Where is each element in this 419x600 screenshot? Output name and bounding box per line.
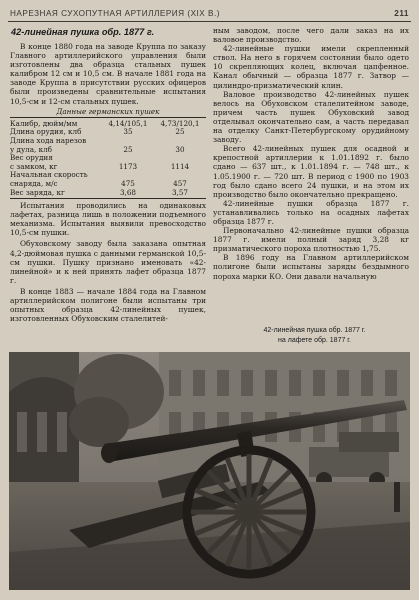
- spec-table-cell: 3,57: [171, 187, 188, 197]
- photo-caption-line-1: 42-линейная пушка обр. 1877 г.: [263, 327, 366, 334]
- spec-table-caption: Данные германских пушек: [56, 106, 160, 116]
- spec-table-cell: 4,14/105,1: [108, 118, 148, 128]
- page-number: 211: [394, 9, 409, 18]
- cannon-wheel: [187, 450, 311, 574]
- right-paragraph-1: 42-линейные пушки имели скрепленный ствол. На него в горячем состоянии было одето 10 скрепляющих колец, включая цапфенное. Канал обычный — образца 1877 г. Затвор — цилиндро-призматический клин.: [213, 44, 409, 90]
- left-paragraph-3: Обуховскому заводу была заказана опытная 4,2-дюймовая пушка с данными германской 10,5-см пушки. Пушку признано именовать «42-линейной» и к ней принять лафет образца 1877 г.: [10, 239, 206, 285]
- left-paragraph-2: Испытания проводились на одинаковых лафетах, разница лишь в положении подъемного механизма. Испытания выявили превосходство 10,5-см пушки.: [10, 201, 206, 238]
- spec-table-top-rule: [10, 117, 206, 118]
- spec-table-cell: с замком, кг: [10, 161, 58, 171]
- spec-table: [10, 120, 206, 197]
- spec-table-cell: 35: [123, 127, 133, 137]
- spec-table-cell: 4,73/120,1: [160, 118, 200, 128]
- right-paragraph-6: В 1896 году на Главном артиллерийском полигоне были испытаны заряды бездымного пороха марки КО. Они давали начальную: [213, 253, 409, 281]
- spec-table-cell: 25: [123, 144, 133, 154]
- photo-caption-line-2: на лафете обр. 1877 г.: [278, 337, 351, 344]
- spec-table-cell: Вес орудия: [10, 153, 53, 163]
- spec-table-cell: Длина хода нарезов: [10, 135, 87, 145]
- running-title: НАРЕЗНАЯ СУХОПУТНАЯ АРТИЛЛЕРИЯ (XIX В.): [10, 9, 221, 18]
- left-paragraph-4: В конце 1883 — начале 1884 года на Главном артиллерийском полигоне были испытаны три опытных образца 42-линейных пушек, изготовленных Обуховским сталелитей-: [10, 286, 206, 324]
- spec-table-cell: 25: [175, 127, 185, 137]
- spec-table-row: [10, 189, 206, 198]
- section-title: 42-линейная пушка обр. 1877 г.: [11, 27, 155, 37]
- spec-table-cell: у дула, клб: [10, 144, 52, 154]
- spec-table-cell: 475: [121, 178, 135, 188]
- cannon-photograph: [9, 352, 410, 590]
- running-header: [10, 9, 409, 21]
- spec-table-cell: 30: [175, 144, 185, 154]
- header-rule: [8, 21, 411, 22]
- spec-table-cell: 1173: [118, 161, 138, 171]
- spec-table-bottom-rule: [10, 198, 206, 199]
- right-paragraph-3: Всего 42-линейных пушек для осадной и крепостной артиллерии к 1.01.1892 г. было сдано — 637 шт., к 1.01.1894 г. — 748 шт., к 1.05.1900 г. — 720 шт. В период с 1900 по 1903 год было сдано всего 24 пушки, и на этом их производство было окончательно прекращено.: [213, 144, 409, 199]
- right-paragraph-2: Валовое производство 42-линейных пушек велось на Обуховском сталелитейном заводе, причем часть пушек Обуховский завод отделывал окончательно сам, а часть передавал на отделку Санкт-Петербургскому орудийному заводу.: [213, 89, 409, 145]
- right-paragraph-5: Первоначально 42-линейные пушки образца 1877 г. имели полный заряд 3,28 кг призматического пороха плотностью 1,75.: [213, 226, 409, 254]
- right-paragraph-4: 42-линейные пушки образца 1877 г. устанавливались только на осадных лафетах образца 1877 г.: [213, 198, 409, 226]
- left-paragraph-1: В конце 1880 года на заводе Круппа по заказу Главного артиллерийского управления были изготовлены два образца стальных пушек калибром 12 см и 10,5 см. В начале 1881 года на заводе Круппа в присутствии русских офицеров были произведены сравнительные испытания 10,5-см и 12-см стальных пушек.: [10, 42, 206, 106]
- spec-table-cell: снаряда, м/с: [10, 178, 58, 188]
- spec-table-cell: 1114: [170, 161, 190, 171]
- spec-table-cell: Начальная скорость: [10, 170, 88, 180]
- spec-table-cell: 457: [173, 178, 187, 188]
- spec-table-cell: Калибр, дюйм/мм: [10, 118, 78, 128]
- right-paragraph-0: ным заводом, после чего дали заказ на их валовое производство.: [213, 26, 409, 45]
- right-column: [213, 26, 409, 281]
- spec-table-cell: 3,68: [119, 187, 136, 197]
- left-column: [10, 42, 206, 323]
- photo-caption: [232, 326, 397, 346]
- spec-table-cell: Длина орудия, клб: [10, 127, 82, 137]
- cannon-photo-illustration: [9, 352, 410, 590]
- spec-table-cell: Вес заряда, кг: [10, 187, 65, 197]
